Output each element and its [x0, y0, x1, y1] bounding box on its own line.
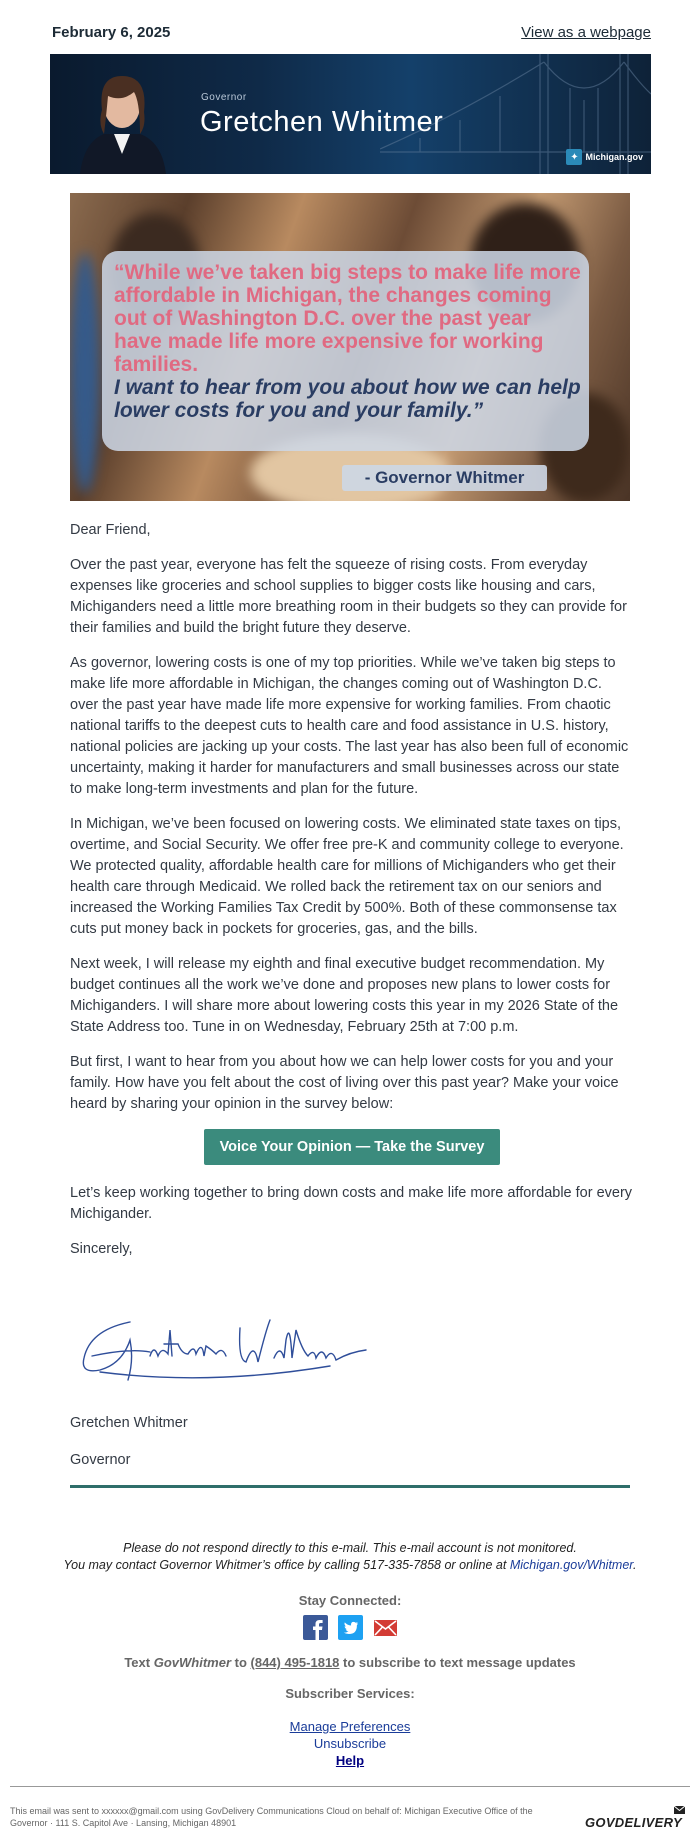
- banner-governor-label: Governor: [201, 92, 247, 103]
- stay-connected-title: Stay Connected:: [298, 1593, 402, 1608]
- quote-hero-image: [70, 193, 630, 501]
- text-keyword: GovWhitmer: [153, 1655, 232, 1670]
- notice-line-2-prefix: You may contact Governor Whitmer’s office by calling 517-335-7858 or online at: [63, 1558, 510, 1572]
- footer-text: This email was sent to xxxxxx@gmail.com using GovDelivery Communications Cloud on behalf of: Michigan Executive Office of the Governor · 111 S. Capitol Ave · Lansing, Michigan 48901: [10, 1806, 533, 1828]
- text-number-link[interactable]: (844) 495-1818: [250, 1655, 340, 1670]
- survey-button-wrap: [70, 1129, 634, 1165]
- closing: Sincerely,: [70, 1241, 133, 1257]
- quote-part-2: I want to hear from you about how we can help lower costs for you and your family.”: [114, 376, 581, 422]
- take-survey-button[interactable]: Voice Your Opinion — Take the Survey: [204, 1129, 500, 1165]
- paragraph-4: Next week, I will release my eighth and final executive budget recommendation. My budget continues all the work we’ve done and proposes new plans to lower costs for Michiganders. I will share more about lowering costs this year in my 2026 State of the State Address too. Tune in on Wednesday, February 25th at 7:00 p.m.: [70, 956, 619, 1035]
- subscriber-services-title: Subscriber Services:: [285, 1686, 415, 1701]
- footer-divider: [10, 1786, 690, 1787]
- email-icon[interactable]: [373, 1615, 398, 1640]
- section-divider: [70, 1485, 630, 1488]
- governor-banner: [50, 54, 651, 174]
- email-date: February 6, 2025: [52, 24, 171, 41]
- banner-governor-name: Gretchen Whitmer: [200, 106, 444, 138]
- handwritten-signature: [70, 1300, 390, 1390]
- signature-title: Governor: [70, 1452, 131, 1468]
- manage-preferences-link[interactable]: Manage Preferences: [289, 1719, 411, 1734]
- michigan-mitten-icon: ✦: [566, 149, 582, 165]
- view-as-webpage-link[interactable]: View as a webpage: [521, 24, 651, 41]
- paragraph-3: In Michigan, we’ve been focused on lowering costs. We eliminated state taxes on tips, overtime, and Social Security. We offer free pre-K and community college to everyone. We protected quality, affordable health care for millions of Michiganders who get their health care through Medicaid. We rolled back the retirement tax on our seniors and increased the Working Families Tax Credit by 500%. Both of these commonsense tax cuts put money back in pockets for groceries, gas, and the bills.: [70, 816, 624, 937]
- facebook-icon[interactable]: [303, 1615, 328, 1640]
- twitter-icon[interactable]: [338, 1615, 363, 1640]
- michigan-gov-whitmer-link[interactable]: Michigan.gov/Whitmer: [509, 1558, 633, 1572]
- no-reply-notice: Please do not respond directly to this e-mail. This e-mail account is not monitored. You may contact Governor Whitmer’s office by calling 517-335-7858 or online at Michigan.gov/Whitmer.: [63, 1541, 637, 1572]
- paragraph-1: Over the past year, everyone has felt the squeeze of rising costs. From everyday expenses like groceries and school supplies to bigger costs like housing and cars, Michiganders need a little more breathing room in their budgets so they can provide for their families and build the bright future they deserve.: [70, 557, 627, 636]
- subscriber-links: [0, 1718, 700, 1769]
- signature-name: Gretchen Whitmer: [70, 1415, 188, 1431]
- quote-part-1: “While we’ve taken big steps to make life more affordable in Michigan, the changes coming out of Washington D.C. over the past year have made life more expensive for working families.: [114, 261, 581, 376]
- governor-portrait: [74, 62, 170, 174]
- paragraph-6: Let’s keep working together to bring down costs and make life more affordable for every Michigander.: [70, 1185, 633, 1222]
- social-links: [0, 1615, 700, 1640]
- quote-text: [114, 261, 584, 422]
- greeting: Dear Friend,: [70, 522, 151, 538]
- paragraph-5: But first, I want to hear from you about how we can help lower costs for you and your family. How have you felt about the cost of living over this past year? Make your voice heard by sharing your opinion in the survey below:: [70, 1054, 619, 1112]
- top-bar: [52, 24, 651, 46]
- unsubscribe-link[interactable]: Unsubscribe: [313, 1736, 387, 1751]
- quote-attribution: - Governor Whitmer: [342, 465, 547, 491]
- govdelivery-logo[interactable]: GOVDELIVERY: [585, 1815, 682, 1830]
- letter-body: [70, 520, 634, 1274]
- help-link[interactable]: Help: [335, 1753, 365, 1768]
- notice-line-1: Please do not respond directly to this e-mail. This e-mail account is not monitored.: [123, 1541, 577, 1555]
- text-subscribe-line: Text GovWhitmer to (844) 495-1818 to subscribe to text message updates: [124, 1655, 576, 1670]
- michigan-gov-logo: ✦ Michigan.gov: [566, 148, 643, 166]
- paragraph-2: As governor, lowering costs is one of my top priorities. While we’ve taken big steps to make life more affordable in Michigan, the changes coming out of Washington D.C. over the past year have made life more expensive for working families. From chaotic national tariffs to the deepest cuts to health care and food assistance in U.S. history, national policies are jacking up your costs. The last year has also been full of economic uncertainty, making it harder for manufacturers and small businesses across our state to make long-term investments and plan for the future.: [70, 655, 629, 797]
